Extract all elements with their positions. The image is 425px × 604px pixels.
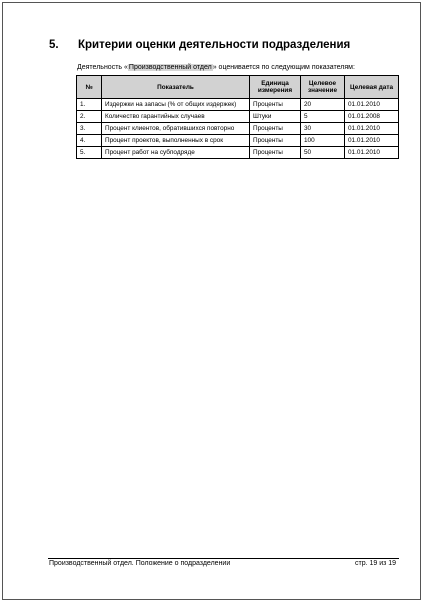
cell-unit: Проценты	[250, 123, 301, 135]
cell-target-date: 01.01.2010	[345, 123, 399, 135]
cell-target-date: 01.01.2010	[345, 99, 399, 111]
cell-unit: Штуки	[250, 111, 301, 123]
cell-target-date: 01.01.2010	[345, 147, 399, 159]
cell-indicator: Издержки на запасы (% от общих издержек)	[102, 99, 250, 111]
table-row	[77, 99, 399, 111]
intro-text-before: Деятельность «	[77, 64, 128, 71]
cell-target-value: 5	[301, 111, 345, 123]
intro-paragraph	[77, 64, 355, 71]
footer-document-title: Производственный отдел. Положение о подразделении	[49, 560, 231, 567]
header-indicator: Показатель	[102, 76, 250, 99]
footer-divider	[48, 558, 399, 559]
cell-target-value: 30	[301, 123, 345, 135]
header-target-value: Целевое значение	[301, 76, 345, 99]
header-target-date: Целевая дата	[345, 76, 399, 99]
table-row	[77, 147, 399, 159]
cell-number: 4.	[77, 135, 102, 147]
cell-number: 3.	[77, 123, 102, 135]
cell-number: 1.	[77, 99, 102, 111]
cell-target-date: 01.01.2008	[345, 111, 399, 123]
cell-indicator: Процент работ на субподряде	[102, 147, 250, 159]
section-title: Критерии оценки деятельности подразделения	[78, 39, 351, 51]
footer-page-number: стр. 19 из 19	[355, 560, 397, 567]
cell-indicator: Процент проектов, выполненных в срок	[102, 135, 250, 147]
department-name-highlight: Производственный отдел	[128, 64, 212, 71]
header-unit: Единица измерения	[250, 76, 301, 99]
section-number: 5.	[49, 39, 59, 51]
cell-unit: Проценты	[250, 99, 301, 111]
cell-number: 2.	[77, 111, 102, 123]
intro-text-after: » оценивается по следующим показателям:	[212, 64, 355, 71]
header-number: №	[77, 76, 102, 99]
section-heading	[49, 39, 350, 51]
table-row	[77, 135, 399, 147]
cell-target-date: 01.01.2010	[345, 135, 399, 147]
table-header-row	[77, 76, 399, 99]
table-row	[77, 111, 399, 123]
cell-indicator: Количество гарантийных случаев	[102, 111, 250, 123]
table-row	[77, 123, 399, 135]
cell-unit: Проценты	[250, 147, 301, 159]
cell-target-value: 50	[301, 147, 345, 159]
cell-indicator: Процент клиентов, обратившихся повторно	[102, 123, 250, 135]
cell-target-value: 20	[301, 99, 345, 111]
cell-number: 5.	[77, 147, 102, 159]
cell-unit: Проценты	[250, 135, 301, 147]
cell-target-value: 100	[301, 135, 345, 147]
indicators-table	[76, 75, 399, 159]
